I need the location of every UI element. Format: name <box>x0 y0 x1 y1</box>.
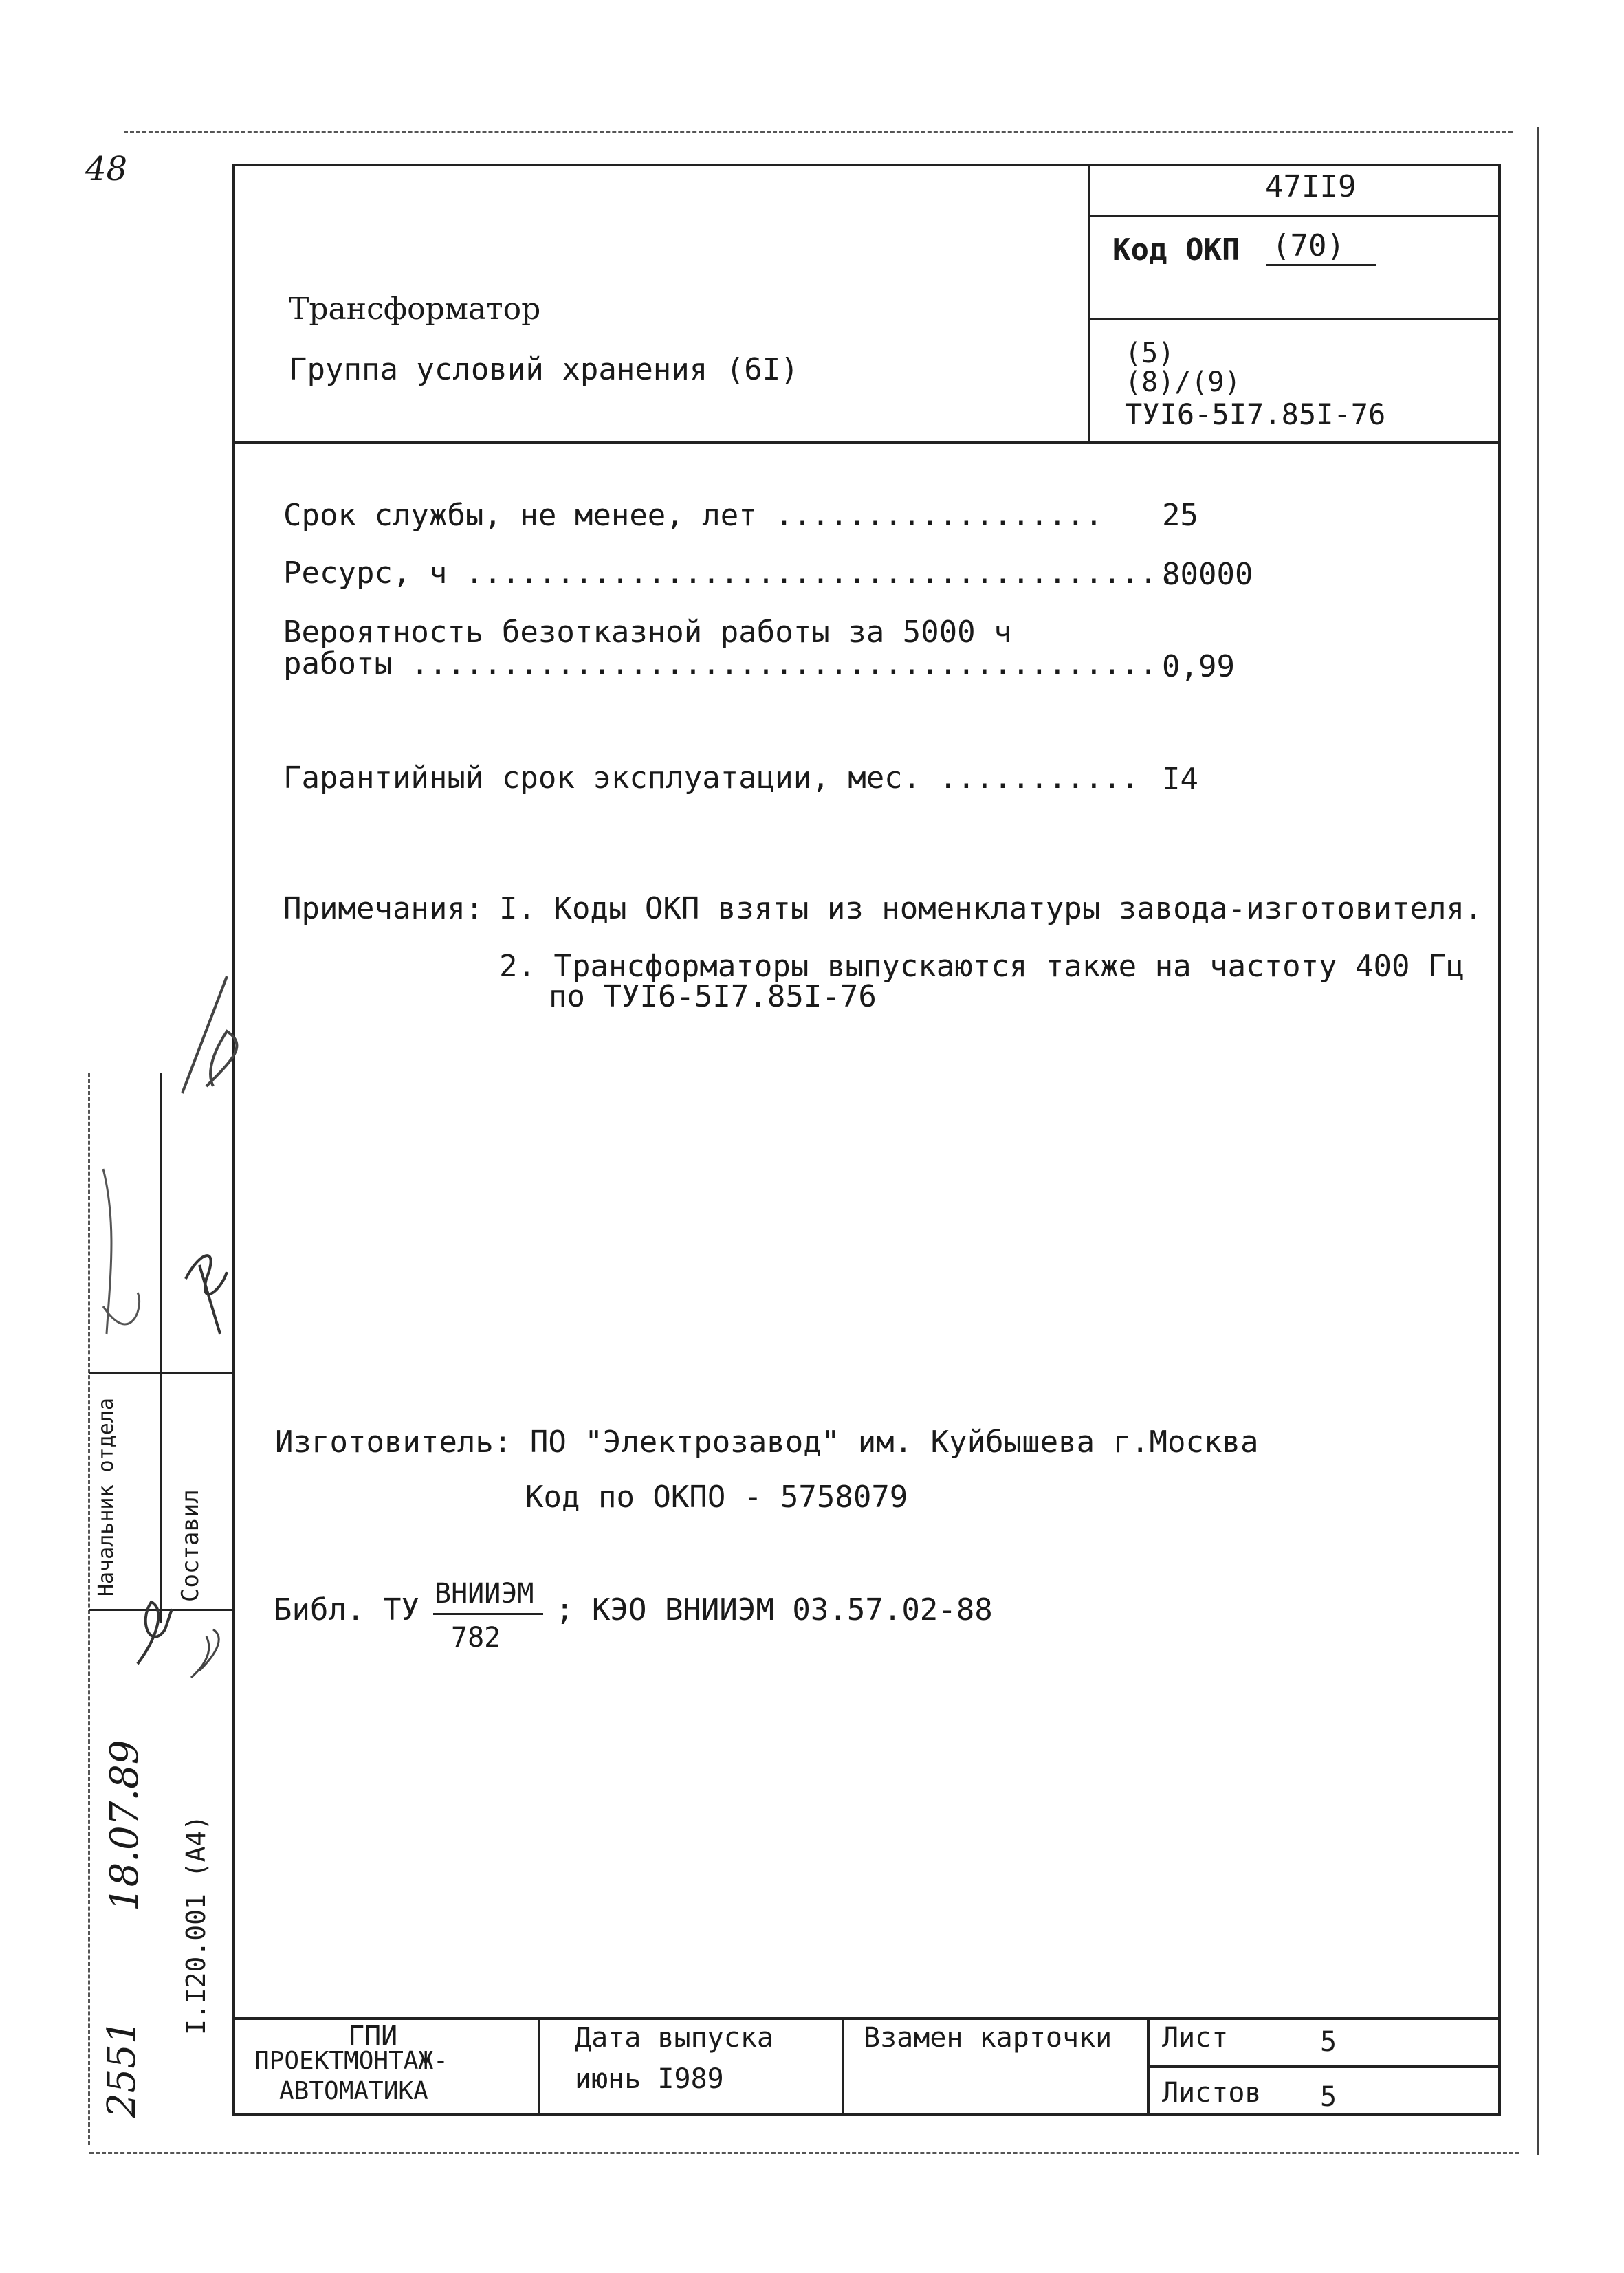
head-signature <box>103 1169 140 1334</box>
footer-date-label: Дата выпуска <box>575 2022 773 2054</box>
spec-resource-label: Ресурс, ч ....................................... <box>283 556 1176 591</box>
spec-service-life-label: Срок службы, не менее, лет .................. <box>283 498 1104 533</box>
notes-heading: Примечания: <box>283 891 484 926</box>
note-1: I. Коды ОКП взяты из номенклатуры завода-изготовителя. <box>499 891 1483 926</box>
code-number: 47II9 <box>1265 169 1357 204</box>
footer-org-line-2: ПРОЕКТМОНТАЖ- <box>254 2047 448 2075</box>
library-suffix: ; КЭО ВНИИЭМ 03.57.02-88 <box>556 1592 993 1627</box>
footer-replace-label: Взамен карточки <box>864 2022 1112 2054</box>
note-2-line-2: по ТУI6-5I7.85I-76 <box>549 979 877 1014</box>
library-prefix: Библ. ТУ <box>274 1592 419 1627</box>
footer-org-line-3: АВТОМАТИКА <box>279 2077 428 2105</box>
spec-resource-value: 80000 <box>1162 557 1253 592</box>
note-2-line-1: 2. Трансформаторы выпускаются также на частоту 400 Гц <box>499 949 1464 984</box>
corner-mark: 48 <box>85 150 128 188</box>
small-signature <box>191 1629 219 1678</box>
spec-warranty-label: Гарантийный срок эксплуатации, мес. ........... <box>283 760 1140 795</box>
date-signature <box>138 1602 172 1664</box>
footer-date-value: июнь I989 <box>575 2063 724 2095</box>
spec-warranty-value: I4 <box>1162 762 1198 797</box>
storage-group: Группа условий хранения (6I) <box>289 352 799 387</box>
spec-service-life-value: 25 <box>1162 498 1198 533</box>
stamp-compiled-label: Составил <box>177 1489 204 1602</box>
footer-org-line-1: ГПИ <box>348 2021 398 2052</box>
footer-sheet-label: Лист <box>1162 2022 1229 2054</box>
compiler-signature <box>186 1255 227 1334</box>
approval-signature <box>182 976 237 1093</box>
footer-sheets-label: Листов <box>1162 2077 1262 2109</box>
spec-reliability-value: 0,99 <box>1162 649 1235 684</box>
stamp-number: 2551 <box>100 2019 144 2118</box>
manufacturer-line: Изготовитель: ПО "Электрозавод" им. Куйбышева г.Москва <box>275 1425 1259 1460</box>
spec-reliability-label: Вероятность безотказной работы за 5000 ч <box>283 615 1012 650</box>
spec-reliability-label-2: работы ......................................... <box>283 646 1158 681</box>
footer-sheets-value: 5 <box>1320 2081 1337 2113</box>
manufacturer-okpo: Код по ОКПО - 5758079 <box>525 1480 908 1515</box>
okp-label: Код ОКП <box>1112 232 1240 267</box>
footer-sheet-value: 5 <box>1320 2026 1337 2058</box>
library-numerator: ВНИИЭМ <box>435 1578 534 1610</box>
spec-tu: ТУI6-5I7.85I-76 <box>1125 397 1386 431</box>
stamp-date: 18.07.89 <box>102 1739 147 1911</box>
spec-mid: (8)/(9) <box>1125 366 1241 398</box>
library-denominator: 782 <box>451 1622 501 1654</box>
okp-value: (70) <box>1272 228 1345 263</box>
product-title: Трансформатор <box>289 292 541 327</box>
stamp-head-label: Начальник отдела <box>94 1398 118 1596</box>
spec-top: (5) <box>1125 338 1175 369</box>
stamp-form-code: I.I20.001 (A4) <box>181 1814 211 2035</box>
